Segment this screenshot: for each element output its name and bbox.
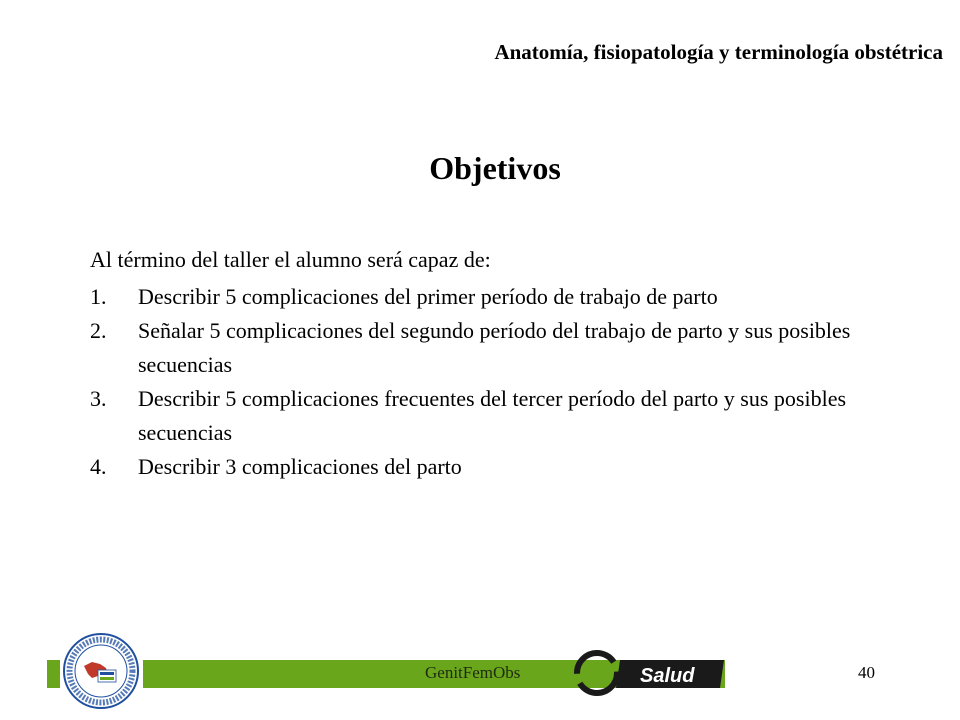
salud-logo <box>574 650 726 696</box>
slide-title: Objetivos <box>429 150 561 186</box>
footer-label: GenitFemObs <box>425 663 521 682</box>
cemece-seal-logo <box>62 632 140 710</box>
objective-number: 3. <box>90 386 107 411</box>
objective-number: 2. <box>90 318 107 343</box>
objective-item <box>90 450 870 484</box>
salud-logo-text: Salud <box>640 665 695 687</box>
footer-left-accent <box>47 660 60 688</box>
objective-item <box>90 314 870 382</box>
objective-number: 4. <box>90 454 107 479</box>
objective-text: Describir 5 complicaciones del primer período de trabajo de parto <box>138 284 718 309</box>
objectives-intro: Al término del taller el alumno será capaz de: <box>90 247 491 272</box>
objective-text: Describir 3 complicaciones del parto <box>138 454 462 479</box>
objective-number: 1. <box>90 284 107 309</box>
header-title: Anatomía, fisiopatología y terminología obstétrica <box>494 40 943 64</box>
objective-item <box>90 280 870 314</box>
objectives-list <box>90 280 870 484</box>
page-number: 40 <box>858 663 875 682</box>
objective-text: Señalar 5 complicaciones del segundo período del trabajo de parto y sus posibles secuencias <box>138 318 851 377</box>
objective-item <box>90 382 870 450</box>
objective-text: Describir 5 complicaciones frecuentes del tercer período del parto y sus posibles secuencias <box>138 386 847 445</box>
